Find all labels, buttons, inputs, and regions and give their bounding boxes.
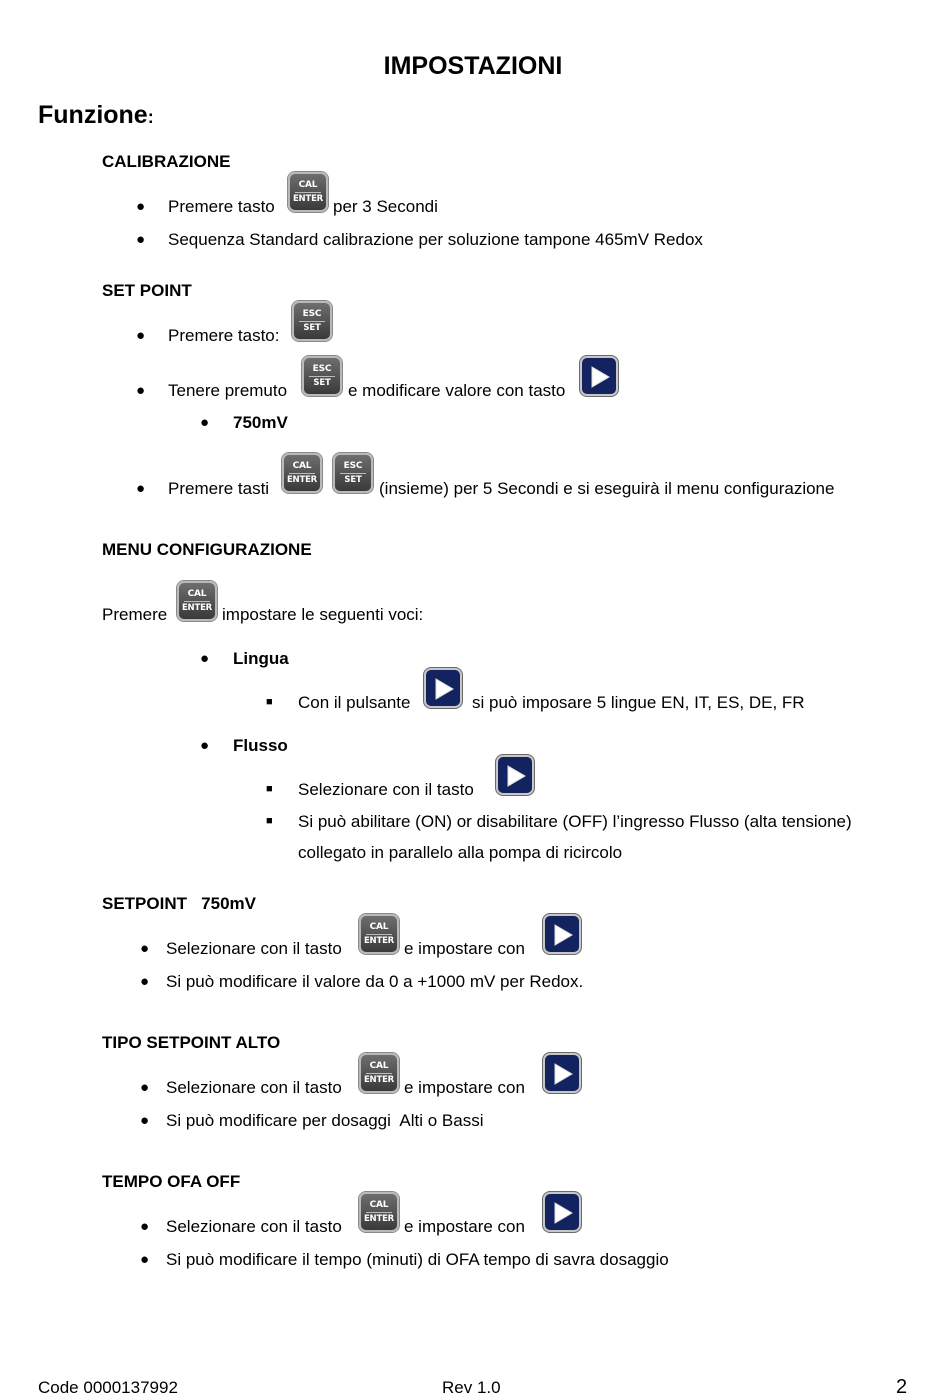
set-point-line1: Premere tasto: [168, 326, 280, 345]
set-point-line3-b: (insieme) per 5 Secondi e si eseguirà il menu configurazione [379, 479, 835, 498]
key-label-enter: ENTER [292, 194, 324, 204]
key-label-enter: ENTER [363, 1075, 395, 1085]
bullet-icon: ● [136, 198, 146, 215]
key-separator [366, 1073, 392, 1074]
tipo-line2: Si può modificare per dosaggi Alti o Bassi [166, 1111, 484, 1130]
set-point-sub-value: 750mV [233, 413, 288, 432]
set-point-line3-a: Premere tasti [168, 479, 270, 498]
square-bullet-icon: ■ [266, 696, 273, 708]
menu-intro-a: Premere [102, 605, 168, 624]
tempo-line1-b: e impostare con [404, 1217, 525, 1236]
play-triangle-icon [504, 764, 528, 788]
setpoint-line1-a: Selezionare con il tasto [166, 939, 342, 958]
square-bullet-icon: ■ [266, 815, 273, 827]
play-triangle-icon [551, 1062, 575, 1086]
key-label-esc: ESC [343, 461, 363, 471]
key-separator [366, 1212, 392, 1213]
page-title: IMPOSTAZIONI [383, 52, 563, 80]
tipo-title: TIPO SETPOINT ALTO [102, 1033, 281, 1052]
heading-text: Funzione [38, 101, 148, 129]
calibrazione-title: CALIBRAZIONE [102, 152, 231, 171]
key-label-cal: CAL [298, 180, 318, 190]
tempo-line2: Si può modificare il tempo (minuti) di OFA tempo di savra dosaggio [166, 1250, 669, 1269]
key-label-cal: CAL [369, 1200, 389, 1210]
menu-title: MENU CONFIGURAZIONE [102, 540, 312, 559]
key-label-enter: ENTER [286, 475, 318, 485]
square-bullet-icon: ■ [266, 783, 273, 795]
tempo-title: TEMPO OFA OFF [102, 1172, 241, 1191]
menu-intro-b: impostare le seguenti voci: [222, 605, 424, 624]
right-arrow-key-icon [580, 356, 618, 396]
right-arrow-key-icon [543, 914, 581, 954]
right-arrow-key-icon [496, 755, 534, 795]
menu-flusso: Flusso [233, 736, 288, 755]
bullet-icon: ● [200, 737, 210, 754]
key-label-cal: CAL [369, 1061, 389, 1071]
bullet-icon: ● [136, 327, 146, 344]
menu-flusso-1: Selezionare con il tasto [298, 780, 474, 799]
set-point-title: SET POINT [102, 281, 192, 300]
right-arrow-key-icon [543, 1053, 581, 1093]
right-arrow-key-icon [543, 1192, 581, 1232]
bullet-icon: ● [140, 1251, 150, 1268]
menu-lingua-b: si può imposare 5 lingue EN, IT, ES, DE, FR [472, 693, 805, 712]
cal-enter-key-icon [282, 453, 322, 493]
cal-enter-key-icon [359, 1053, 399, 1093]
section-heading [38, 101, 154, 130]
esc-set-key-icon [292, 301, 332, 341]
key-label-enter: ENTER [363, 936, 395, 946]
key-label-set: SET [303, 323, 321, 333]
key-label-set: SET [344, 475, 362, 485]
menu-lingua: Lingua [233, 649, 289, 668]
key-separator [299, 321, 325, 322]
key-label-esc: ESC [312, 364, 332, 374]
bullet-icon: ● [200, 650, 210, 667]
menu-flusso-3: collegato in parallelo alla pompa di ricircolo [298, 843, 623, 862]
heading-colon: : [147, 107, 154, 127]
footer-rev: Rev 1.0 [442, 1378, 501, 1397]
footer-code: Code 0000137992 [38, 1378, 178, 1397]
esc-set-key-icon [302, 356, 342, 396]
play-triangle-icon [588, 365, 612, 389]
page-number: 2 [896, 1376, 908, 1398]
menu-lingua-a: Con il pulsante [298, 693, 411, 712]
key-separator [295, 192, 321, 193]
calibrazione-line1-b: per 3 Secondi [333, 197, 438, 216]
cal-enter-key-icon [177, 581, 217, 621]
bullet-icon: ● [140, 940, 150, 957]
calibrazione-line1-a: Premere tasto [168, 197, 275, 216]
play-triangle-icon [551, 1201, 575, 1225]
key-separator [184, 601, 210, 602]
setpoint-line1-b: e impostare con [404, 939, 525, 958]
bullet-icon: ● [140, 1079, 150, 1096]
bullet-icon: ● [140, 1218, 150, 1235]
set-point-line2-a: Tenere premuto [168, 381, 288, 400]
bullet-icon: ● [140, 973, 150, 990]
bullet-icon: ● [200, 414, 210, 431]
menu-flusso-2: Si può abilitare (ON) or disabilitare (OFF) l’ingresso Flusso (alta tensione) [298, 812, 852, 831]
setpoint-title: SETPOINT 750mV [102, 894, 256, 913]
key-label-cal: CAL [292, 461, 312, 471]
calibrazione-line2: Sequenza Standard calibrazione per soluzione tampone 465mV Redox [168, 230, 703, 249]
bullet-icon: ● [136, 231, 146, 248]
key-separator [366, 934, 392, 935]
cal-enter-key-icon [359, 1192, 399, 1232]
bullet-icon: ● [136, 480, 146, 497]
tipo-line1-b: e impostare con [404, 1078, 525, 1097]
key-separator [289, 473, 315, 474]
tipo-line1-a: Selezionare con il tasto [166, 1078, 342, 1097]
bullet-icon: ● [140, 1112, 150, 1129]
key-label-esc: ESC [302, 309, 322, 319]
esc-set-key-icon [333, 453, 373, 493]
key-label-enter: ENTER [363, 1214, 395, 1224]
setpoint-line2: Si può modificare il valore da 0 a +1000 mV per Redox. [166, 972, 584, 991]
key-label-cal: CAL [369, 922, 389, 932]
key-label-enter: ENTER [181, 603, 213, 613]
cal-enter-key-icon [359, 914, 399, 954]
cal-enter-key-icon [288, 172, 328, 212]
key-separator [309, 376, 335, 377]
play-triangle-icon [432, 677, 456, 701]
bullet-icon: ● [136, 382, 146, 399]
play-triangle-icon [551, 923, 575, 947]
right-arrow-key-icon [424, 668, 462, 708]
set-point-line2-b: e modificare valore con tasto [348, 381, 566, 400]
key-label-set: SET [313, 378, 331, 388]
key-separator [340, 473, 366, 474]
tempo-line1-a: Selezionare con il tasto [166, 1217, 342, 1236]
key-label-cal: CAL [187, 589, 207, 599]
